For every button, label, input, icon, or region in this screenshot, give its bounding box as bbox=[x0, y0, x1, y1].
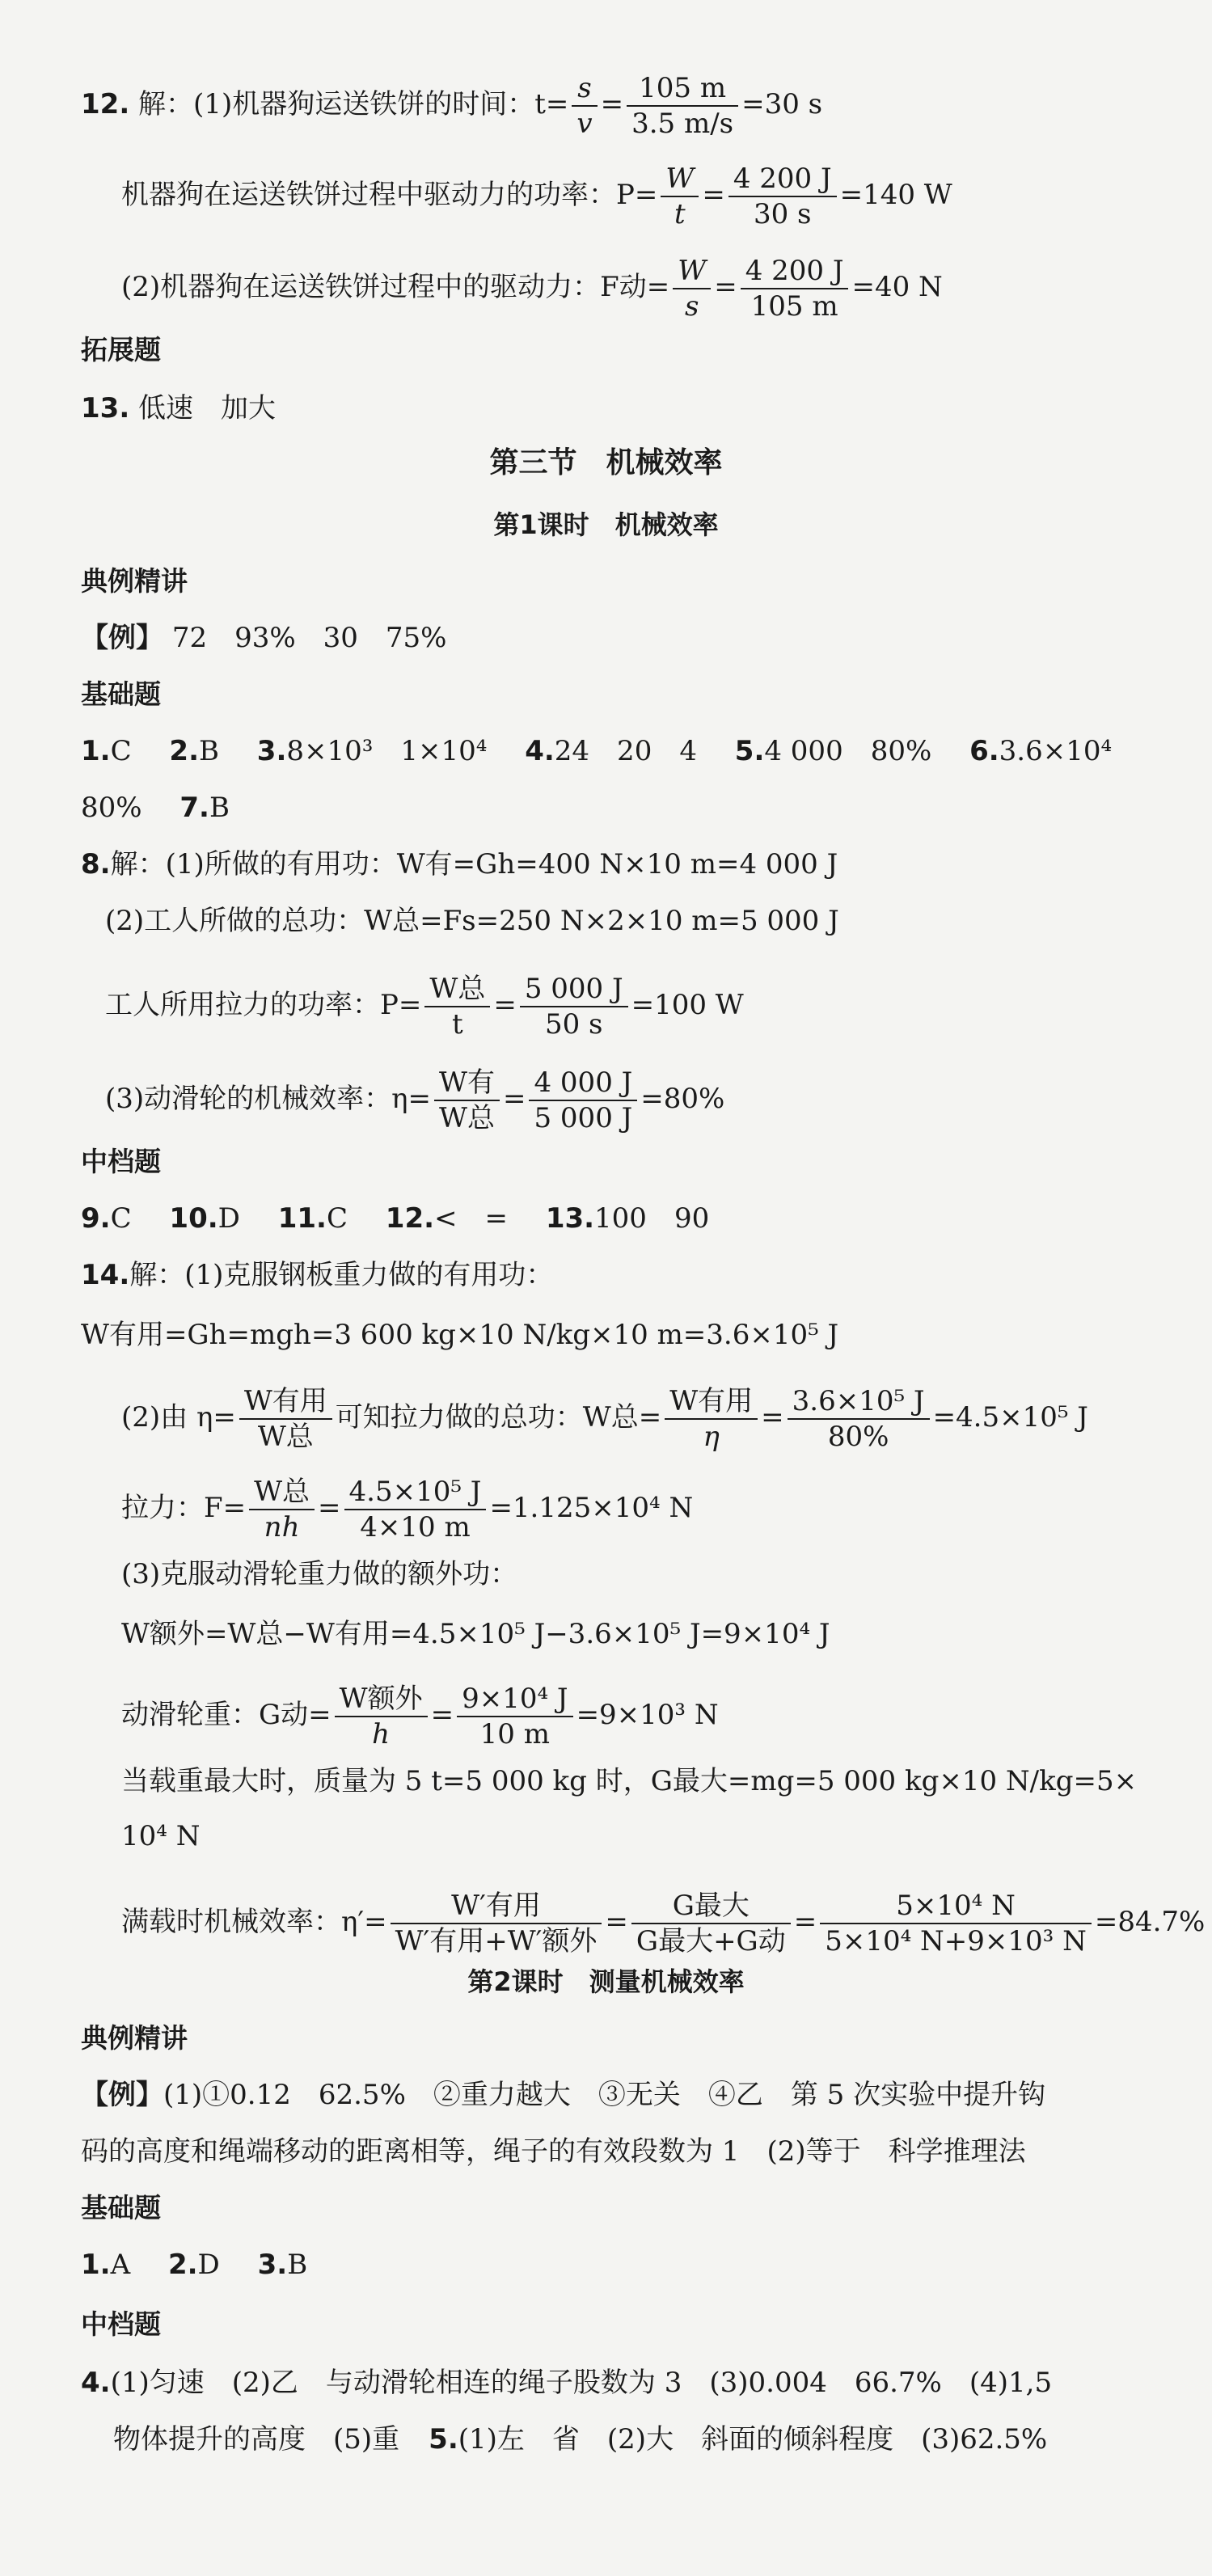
q14-line-1: 14.解：(1)克服钢板重力做的有用功： bbox=[81, 1259, 554, 1291]
example2-line-1: 【例】(1)①0.12 62.5% ②重力越大 ③无关 ④乙 第 5 次实验中提升钩 bbox=[81, 2079, 1046, 2111]
example-line bbox=[81, 618, 446, 658]
basic-answers-line-1: 1.C 2.B 3.8×10³ 1×10⁴ 4.24 20 4 5.4 000 80% 6.3.6×10⁴ bbox=[81, 735, 1113, 767]
zhongdang-heading: 中档题 bbox=[81, 1146, 161, 1177]
fraction: $\frac{s}{v}$ bbox=[572, 71, 597, 141]
q14-line-7: 动滑轮重：G动= $\frac{\text{W额外}}{h}$ = $\frac{\text{9×10⁴ J}}{10 m}$ =9×10³ N bbox=[121, 1683, 719, 1750]
dianli-heading: 典例精讲 bbox=[81, 565, 188, 597]
example2-line-2: 码的高度和绳端移动的距离相等，绳子的有效段数为 1 (2)等于 科学推理法 bbox=[81, 2135, 1026, 2168]
fraction: $\frac{W}{t}$ bbox=[661, 162, 699, 231]
question-number: 4. bbox=[81, 2367, 111, 2399]
question-number: 5. bbox=[429, 2423, 458, 2456]
mid-answers-line: 9.C 10.D 11.C 12.< = 13.100 90 bbox=[81, 1202, 710, 1235]
q12-text: (2)机器狗在运送铁饼过程中的驱动力：F动= bbox=[121, 271, 670, 303]
fraction: $\frac{\text{4.5×10⁵ J}}{4\times 10 m}$ bbox=[344, 1475, 487, 1544]
fraction: $\frac{\text{W有}}{\text{W总}}$ bbox=[434, 1066, 500, 1135]
example-label: 【例】 bbox=[81, 2079, 163, 2111]
q13-line bbox=[81, 388, 276, 429]
question-number: 8. bbox=[81, 848, 111, 880]
fraction: $\frac{\text{5×10⁴ N}}{\text{5×10⁴ N+9×10³ N}}$ bbox=[820, 1889, 1092, 1958]
q8-line-4: (3)动滑轮的机械效率：η= $\frac{\text{W有}}{\text{W总}}$ = $\frac{4 000 J}{5 000 J}$ =80% bbox=[105, 1066, 725, 1134]
q14-line-2: W有用=Gh=mgh=3 600 kg×10 N/kg×10 m=3.6×10⁵ J bbox=[81, 1319, 839, 1351]
q12-line-3: (2)机器狗在运送铁饼过程中的驱动力：F动= $\frac{W}{s}$ = $\frac{4 200 J}{105 m}$ =40 N bbox=[121, 255, 943, 323]
q14-line-10: 满载时机械效率：η′= $\frac{\text{W′有用}}{\text{W′有用+W′额外}}$ = $\frac{\text{G最大}}{\text{G最大+G动}}$ = $\frac{\text{5×10⁴ N}}{\text{5×10⁴ N+9×10³ N}}$ =84.7% bbox=[121, 1890, 1206, 1957]
basic2-answers-line: 1.A 2.D 3.B bbox=[81, 2249, 308, 2281]
fraction: $\frac{\text{W有用}}{\text{W总}}$ bbox=[239, 1384, 332, 1454]
section-title: 第三节 机械效率 bbox=[489, 446, 723, 479]
fraction: $\frac{5 000 J}{50 s}$ bbox=[520, 972, 628, 1041]
q4-line-2: 物体提升的高度 (5)重 5.(1)左 省 (2)大 斜面的倾斜程度 (3)62.5% bbox=[113, 2423, 1048, 2456]
fraction: $\frac{4 200 J}{105 m}$ bbox=[741, 254, 849, 323]
q14-line-5: (3)克服动滑轮重力做的额外功： bbox=[121, 1558, 518, 1590]
q12-line-1: 12. 解：(1)机器狗运送铁饼的时间：t= $\frac{s}{v}$ = $\frac{105 m}{3.5 m/s}$ =30 s bbox=[81, 72, 823, 140]
dianli-heading-2: 典例精讲 bbox=[81, 2022, 188, 2054]
jichu-heading: 基础题 bbox=[81, 678, 161, 710]
q12-text: 解：(1)机器狗运送铁饼的时间：t= bbox=[138, 88, 569, 120]
q8-line-1: 8.解：(1)所做的有用功：W有=Gh=400 N×10 m=4 000 J bbox=[81, 848, 838, 880]
question-number: 12. bbox=[81, 88, 130, 120]
zhongdang-heading-2: 中档题 bbox=[81, 2308, 161, 2340]
q12-result: =30 s bbox=[741, 88, 823, 120]
question-number: 13. bbox=[81, 392, 130, 424]
basic-answers-line-2: 80% 7.B bbox=[81, 792, 230, 824]
fraction: $\frac{\text{W总}}{t}$ bbox=[424, 972, 490, 1041]
fraction: $\frac{\text{W′有用}}{\text{W′有用+W′额外}}$ bbox=[391, 1889, 602, 1958]
q8-line-2: (2)工人所做的总功：W总=Fs=250 N×2×10 m=5 000 J bbox=[105, 905, 839, 937]
q12-result: =140 W bbox=[839, 179, 952, 211]
lesson2-title: 第2课时 测量机械效率 bbox=[467, 1966, 745, 1997]
question-number: 14. bbox=[81, 1259, 130, 1291]
q8-line-3: 工人所用拉力的功率：P= $\frac{\text{W总}}{t}$ = $\frac{5 000 J}{50 s}$ =100 W bbox=[105, 973, 744, 1041]
q14-line-9: 10⁴ N bbox=[121, 1820, 201, 1852]
q4-line-1: 4.(1)匀速 (2)乙 与动滑轮相连的绳子股数为 3 (3)0.004 66.7% (4)1,5 bbox=[81, 2367, 1053, 2399]
fraction: $\frac{\text{3.6×10⁵ J}}{80\%}$ bbox=[788, 1384, 930, 1454]
q14-line-4: 拉力：F= $\frac{\text{W总}}{nh}$ = $\frac{\text{4.5×10⁵ J}}{4\times 10 m}$ =1.125×10⁴ N bbox=[121, 1476, 694, 1543]
q14-line-8: 当载重最大时，质量为 5 t=5 000 kg 时，G最大=mg=5 000 kg×10 N/kg=5× bbox=[121, 1765, 1138, 1797]
q14-line-6: W额外=W总−W有用=4.5×10⁵ J−3.6×10⁵ J=9×10⁴ J bbox=[121, 1618, 830, 1650]
q12-line-2: 机器狗在运送铁饼过程中驱动力的功率：P= $\frac{W}{t}$ = $\frac{4 200 J}{30 s}$ =140 W bbox=[121, 163, 952, 230]
q12-text: 机器狗在运送铁饼过程中驱动力的功率：P= bbox=[121, 179, 658, 211]
tuozhan-heading: 拓展题 bbox=[81, 334, 161, 365]
fraction: $\frac{\text{9×10⁴ J}}{10 m}$ bbox=[457, 1682, 572, 1751]
fraction: $\frac{4 200 J}{30 s}$ bbox=[728, 162, 837, 231]
q14-line-3: (2)由 η= $\frac{\text{W有用}}{\text{W总}}$ 可知拉力做的总功：W总= $\frac{\text{W有用}}{\eta}$ = $\frac{\text{3.6×10⁵ J}}{80\%}$ =4.5×10⁵ J bbox=[121, 1385, 1088, 1453]
example-label: 【例】 bbox=[81, 622, 163, 654]
fraction: $\frac{\text{W总}}{nh}$ bbox=[249, 1475, 315, 1544]
q12-result: =40 N bbox=[851, 271, 943, 303]
fraction: $\frac{4 000 J}{5 000 J}$ bbox=[529, 1066, 637, 1135]
fraction: $\frac{\text{G最大}}{\text{G最大+G动}}$ bbox=[631, 1889, 791, 1958]
lesson1-title: 第1课时 机械效率 bbox=[493, 509, 719, 540]
jichu-heading-2: 基础题 bbox=[81, 2192, 161, 2223]
fraction: $\frac{\text{W有用}}{\eta}$ bbox=[665, 1384, 758, 1454]
fraction: $\frac{105 m}{3.5 m/s}$ bbox=[627, 71, 738, 141]
example-answer: 72 93% 30 75% bbox=[171, 622, 447, 654]
q13-answer: 低速 加大 bbox=[138, 392, 277, 424]
fraction: $\frac{W}{s}$ bbox=[673, 254, 711, 323]
fraction: $\frac{\text{W额外}}{h}$ bbox=[335, 1682, 428, 1751]
